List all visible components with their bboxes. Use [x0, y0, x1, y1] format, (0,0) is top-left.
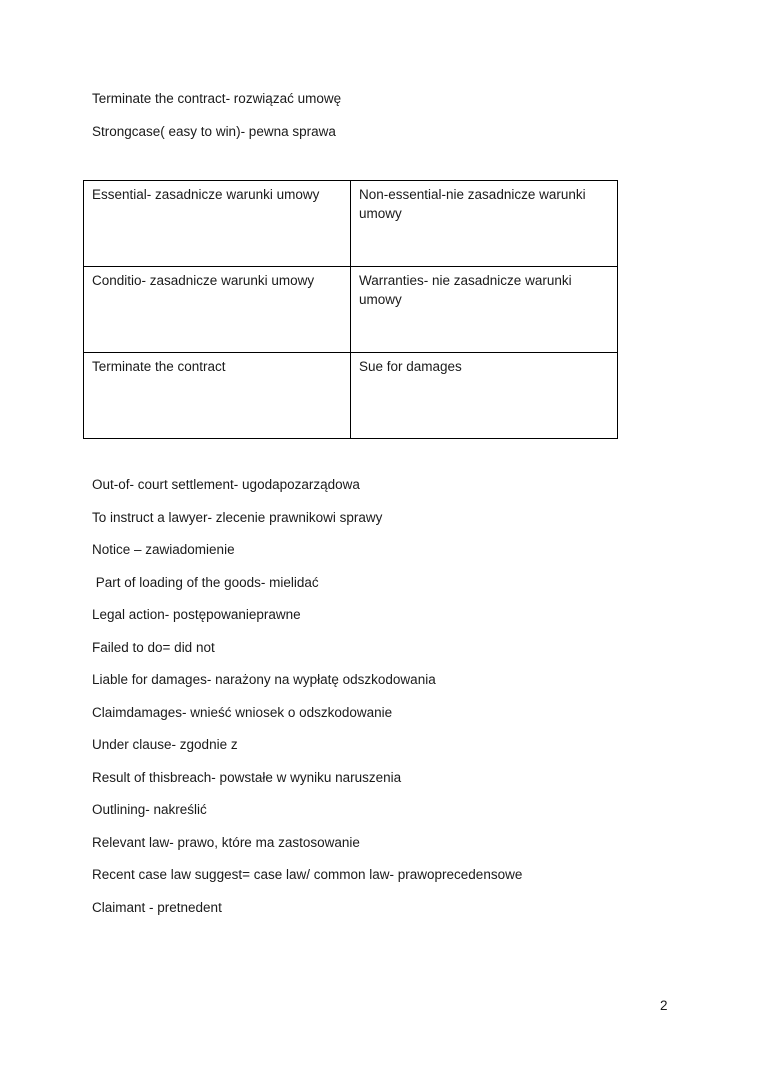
vocab-line: Failed to do= did not	[92, 639, 215, 655]
vocab-list	[0, 476, 760, 917]
table-cell: Warranties- nie zasadnicze warunki umowy	[351, 267, 618, 353]
vocab-line: Claimant - pretnedent	[92, 899, 222, 915]
intro-section	[0, 0, 760, 141]
vocab-line: Part of loading of the goods- mielidać	[92, 574, 319, 590]
table-cell: Non-essential-nie zasadnicze warunki umowy	[351, 181, 618, 267]
table-row	[84, 181, 618, 267]
vocab-line: Out-of- court settlement- ugodapozarządowa	[92, 477, 360, 492]
table-cell: Sue for damages	[351, 353, 618, 439]
vocab-table	[83, 180, 618, 439]
vocab-line: Legal action- postępowanieprawne	[92, 607, 301, 622]
table-row	[84, 353, 618, 439]
vocab-line: Under clause- zgodnie z	[92, 737, 238, 752]
vocab-line: Recent case law suggest= case law/ common law- prawoprecedensowe	[92, 867, 523, 882]
vocab-line: Relevant law- prawo, które ma zastosowanie	[92, 834, 360, 850]
paragraph-line: Strongcase( easy to win)- pewna sprawa	[92, 123, 336, 139]
paragraph-line: Terminate the contract- rozwiązać umowę	[92, 91, 342, 106]
table-cell: Essential- zasadnicze warunki umowy	[84, 181, 351, 267]
table-cell: Conditio- zasadnicze warunki umowy	[84, 267, 351, 353]
vocab-line: Liable for damages- narażony na wypłatę odszkodowania	[92, 672, 436, 687]
vocab-line: To instruct a lawyer- zlecenie prawnikowi sprawy	[92, 509, 383, 525]
vocab-line: Outlining- nakreślić	[92, 802, 207, 817]
page-number: 2	[660, 998, 668, 1013]
vocab-line: Claimdamages- wnieść wniosek o odszkodowanie	[92, 704, 393, 720]
vocab-line: Notice – zawiadomienie	[92, 542, 235, 557]
vocab-line: Result of thisbreach- powstałe w wyniku naruszenia	[92, 769, 402, 785]
table-cell: Terminate the contract	[84, 353, 351, 439]
table-row	[84, 267, 618, 353]
